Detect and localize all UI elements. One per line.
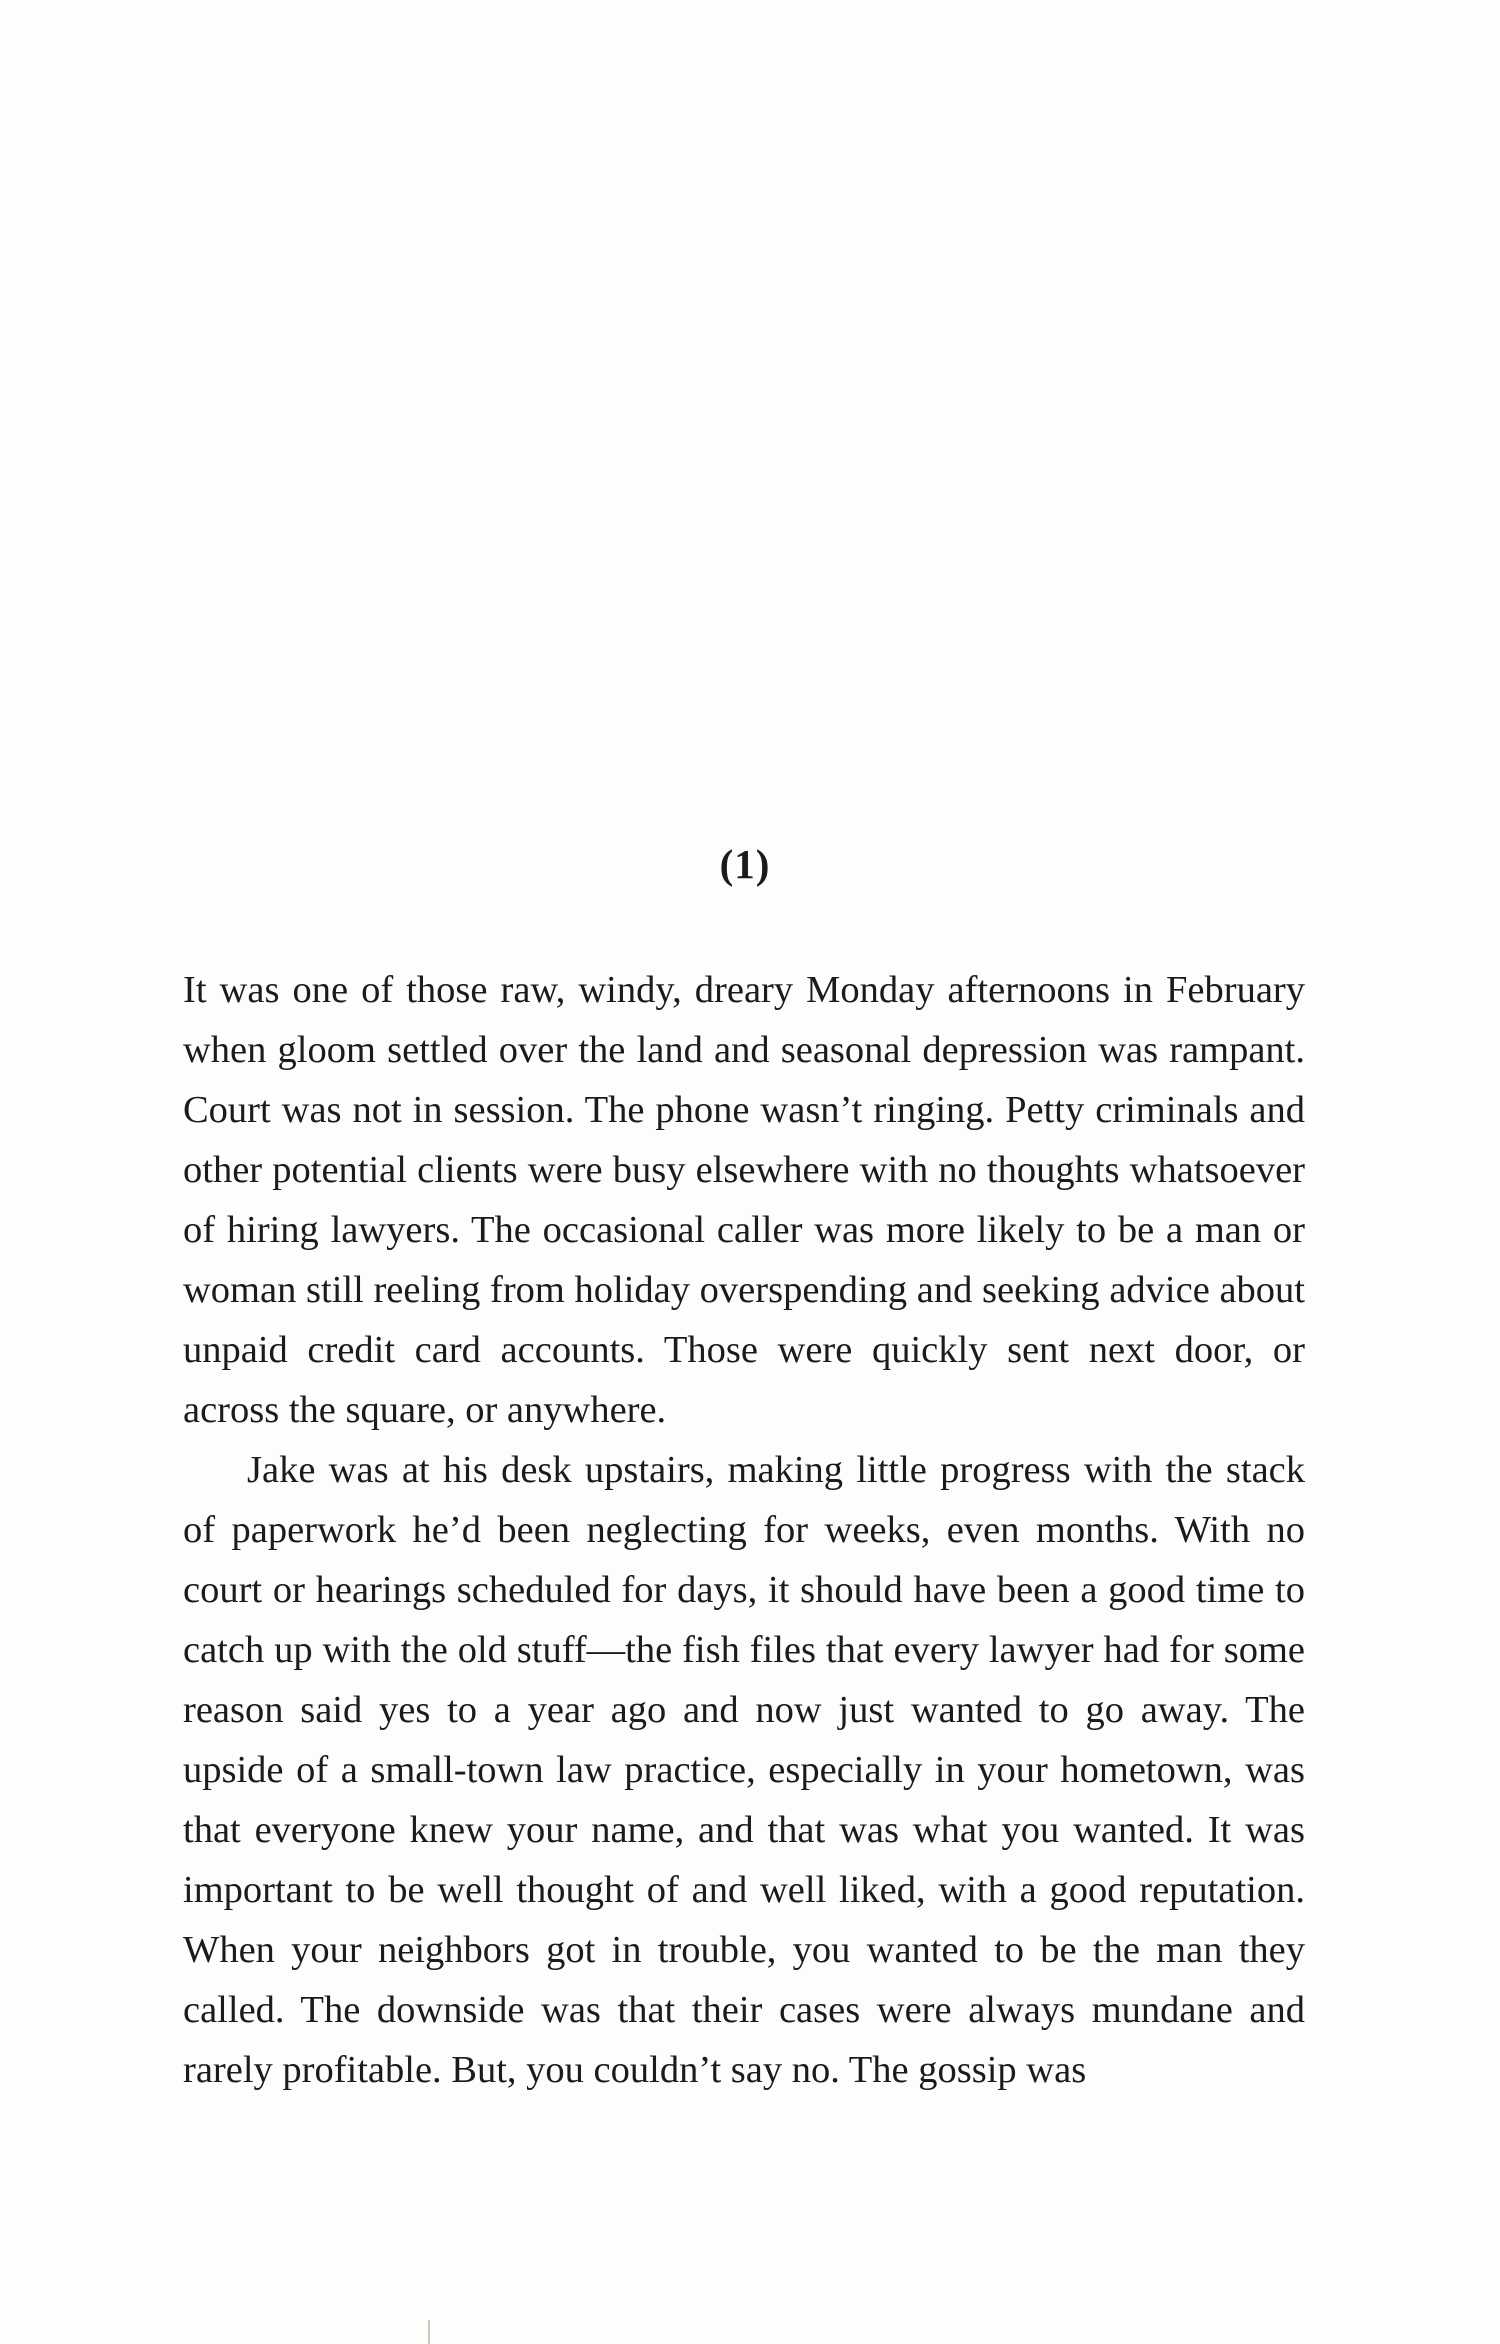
chapter-number: (1)	[719, 841, 771, 887]
chapter-body	[183, 960, 1305, 2100]
paragraph-1: It was one of those raw, windy, dreary Monday afternoons in February when gloom settled over the land and seasonal depression was rampant. Court was not in session. The phone wasn’t ringing. Petty criminals and other potential clients were busy elsewhere with no thoughts whatsoever of hiring lawyers. The occasional caller was more likely to be a man or woman still reeling from holiday overspending and seeking advice about unpaid credit card accounts. Those were quickly sent next door, or across the square, or anywhere.	[183, 969, 1305, 1431]
paragraph-2: Jake was at his desk upstairs, making little progress with the stack of paperwork he’d been neglecting for weeks, even months. With no court or hearings scheduled for days, it should have been a good time to catch up with the old stuff—the fish files that every lawyer had for some reason said yes to a year ago and now just wanted to go away. The upside of a small-town law practice, especially in your hometown, was that everyone knew your name, and that was what you wanted. It was important to be well thought of and well liked, with a good reputation. When your neighbors got in trouble, you wanted to be the man they called. The downside was that their cases were always mundane and rarely profitable. But, you couldn’t say no. The gossip was	[183, 1449, 1305, 2091]
scan-artifact-mark	[428, 2320, 430, 2344]
